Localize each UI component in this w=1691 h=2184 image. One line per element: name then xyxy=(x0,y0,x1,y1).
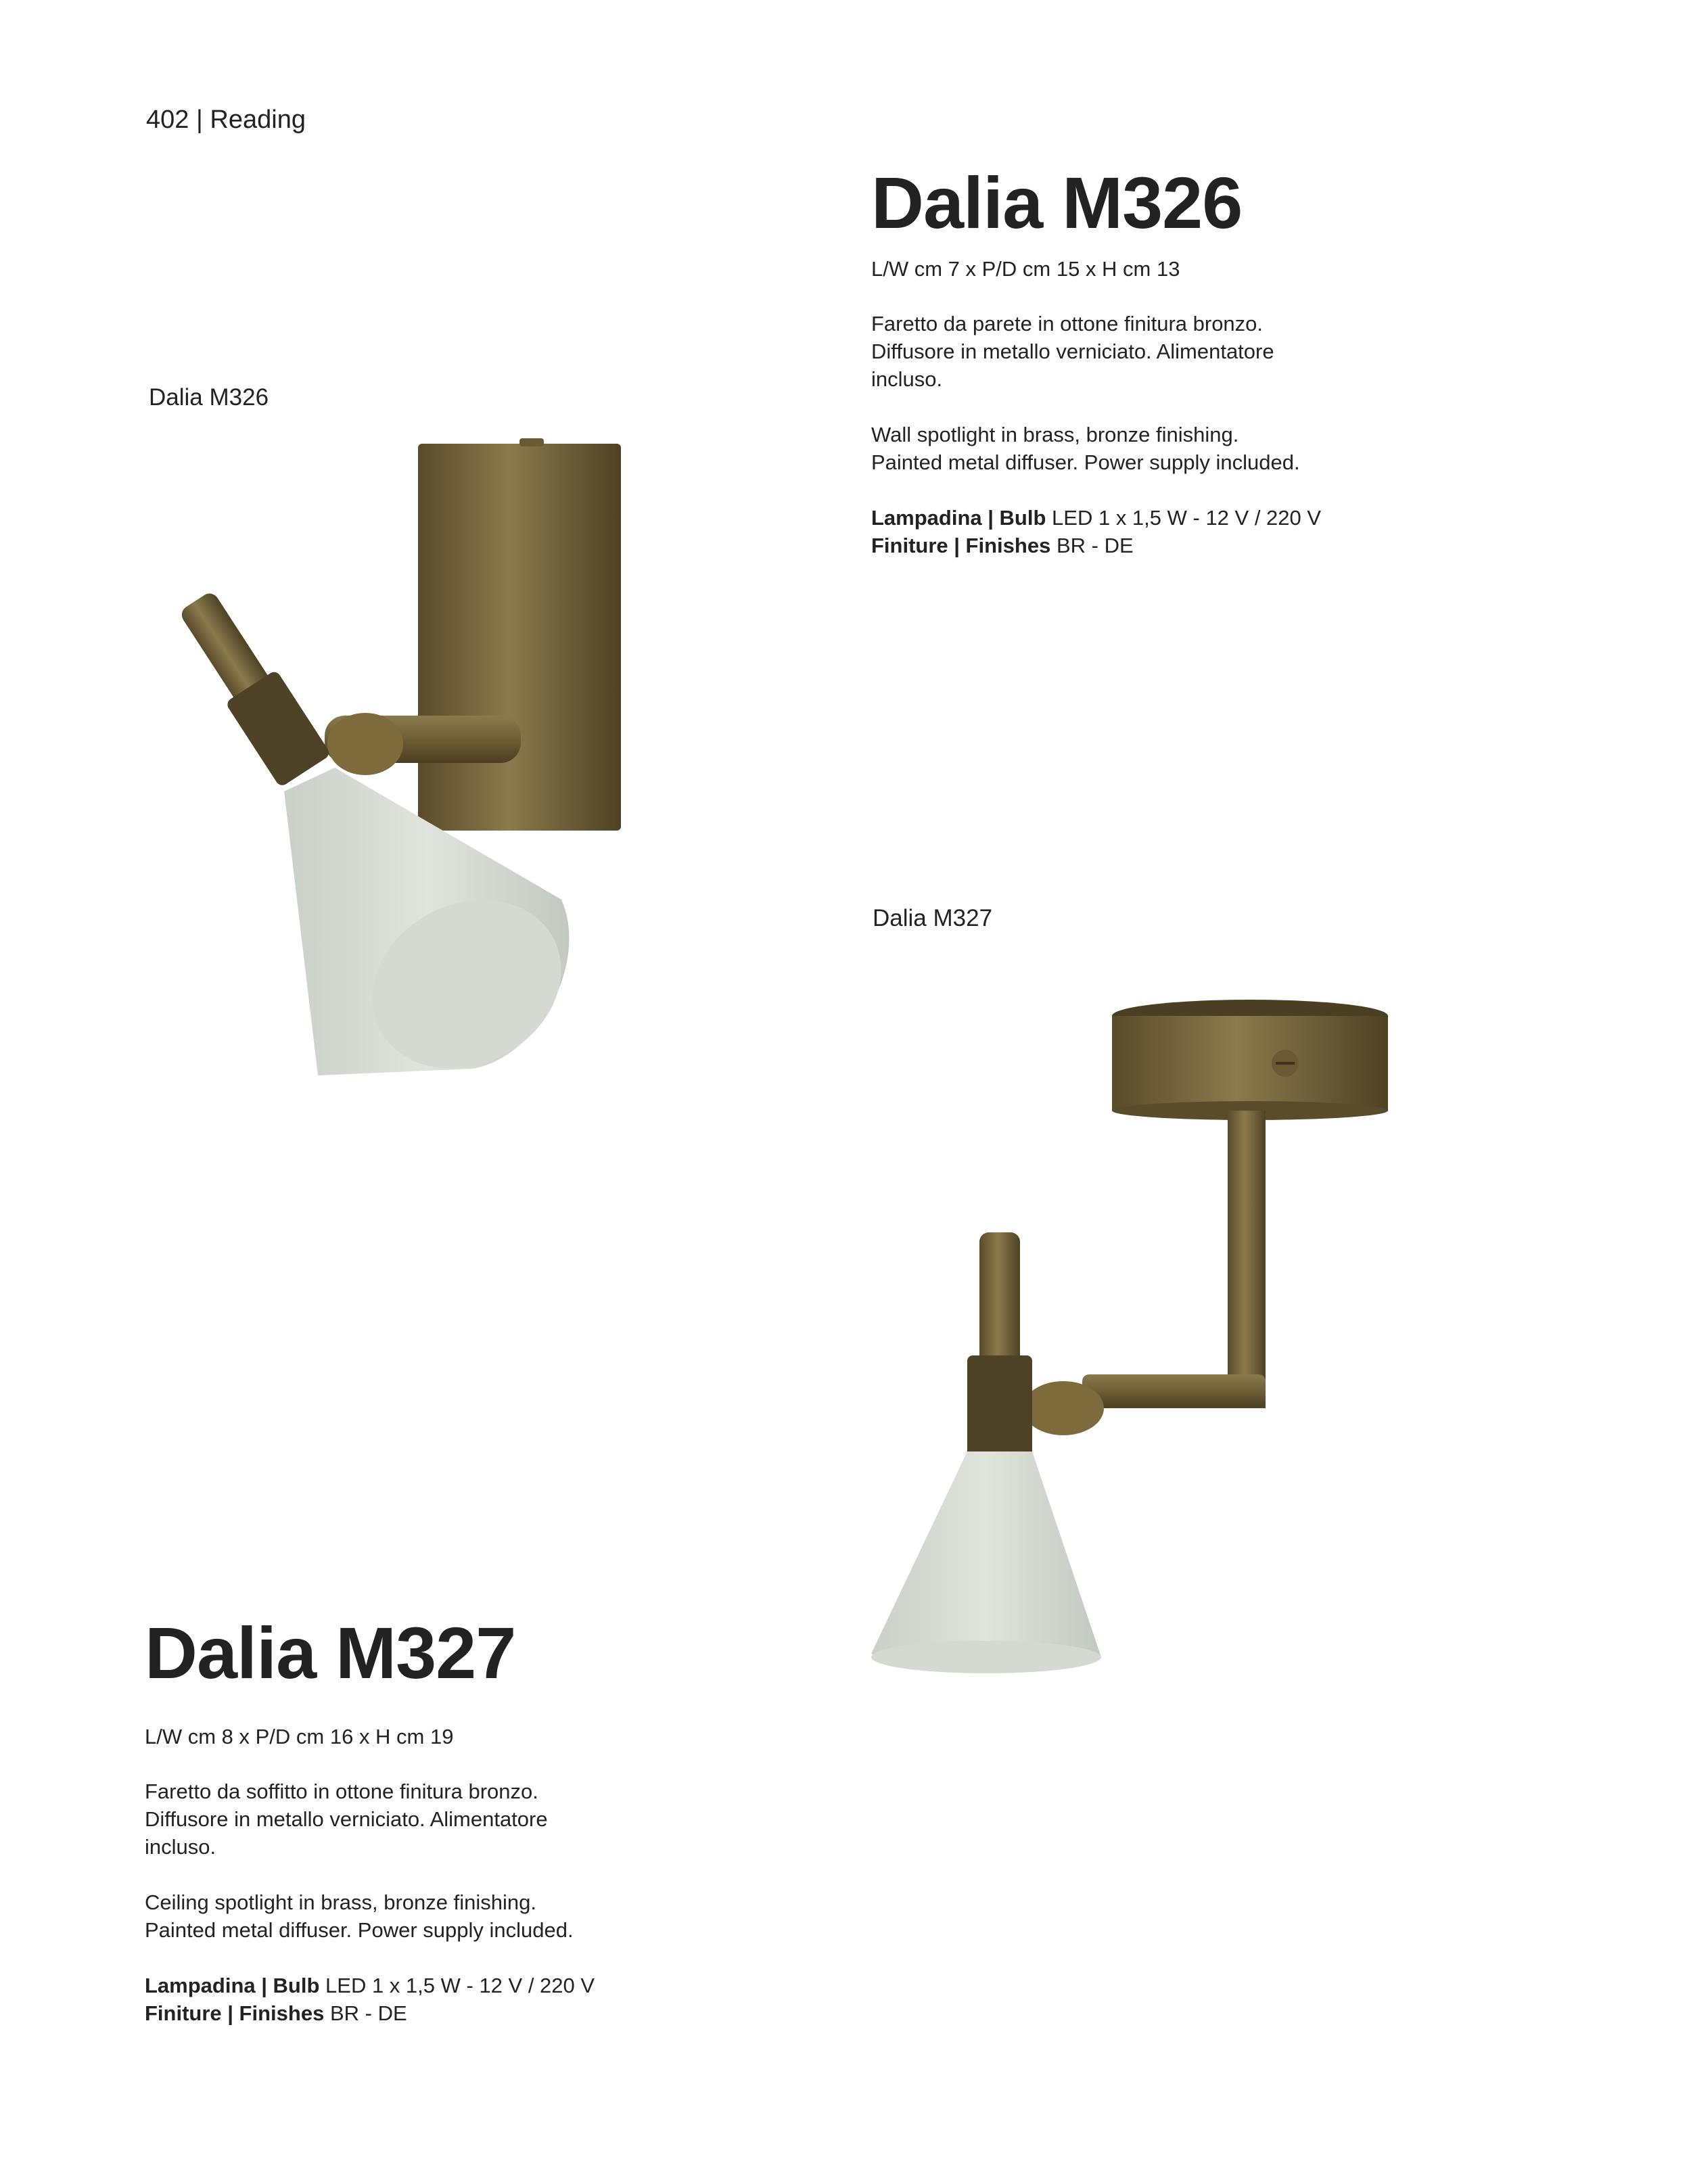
header-separator: | xyxy=(195,106,203,134)
bulb-value: LED 1 x 1,5 W - 12 V / 220 V xyxy=(325,1974,595,1997)
product-dimensions: L/W cm 7 x P/D cm 15 x H cm 13 xyxy=(871,257,1180,281)
text-line: Faretto da parete in ottone finitura bronzo. xyxy=(871,312,1264,335)
product-title: Dalia M326 xyxy=(871,162,1243,243)
finishes-spec xyxy=(145,1999,754,2027)
page-number: 402 xyxy=(146,106,189,134)
image-caption: Dalia M327 xyxy=(873,905,993,931)
specifications xyxy=(145,1972,754,2027)
text-line: Ceiling spotlight in brass, bronze finishing. xyxy=(145,1890,536,1914)
description-italian xyxy=(145,1778,754,1861)
finishes-value: BR - DE xyxy=(1056,534,1134,557)
section-name: Reading xyxy=(210,106,306,134)
bulb-spec xyxy=(145,1972,754,1999)
image-caption: Dalia M326 xyxy=(149,384,269,411)
text-line: Faretto da soffitto in ottone finitura bronzo. xyxy=(145,1780,538,1803)
text-line: incluso. xyxy=(145,1835,216,1859)
bulb-label: Lampadina | Bulb xyxy=(871,506,1046,530)
text-line: Wall spotlight in brass, bronze finishing. xyxy=(871,423,1239,446)
product-dimensions: L/W cm 8 x P/D cm 16 x H cm 19 xyxy=(145,1725,454,1748)
finishes-label: Finiture | Finishes xyxy=(871,534,1051,557)
product-title: Dalia M327 xyxy=(145,1612,516,1694)
finishes-value: BR - DE xyxy=(329,2001,407,2025)
description-english xyxy=(145,1888,754,1944)
product-m327-info xyxy=(145,1612,754,2027)
text-line: Diffusore in metallo verniciato. Alimentatore xyxy=(871,340,1274,363)
text-line: Diffusore in metallo verniciato. Alimentatore xyxy=(145,1807,548,1831)
text-line: incluso. xyxy=(871,367,943,391)
text-line: Painted metal diffuser. Power supply included. xyxy=(871,450,1300,474)
finishes-label: Finiture | Finishes xyxy=(145,2001,325,2025)
bulb-value: LED 1 x 1,5 W - 12 V / 220 V xyxy=(1052,506,1322,530)
bulb-label: Lampadina | Bulb xyxy=(145,1974,320,1997)
text-line: Painted metal diffuser. Power supply included. xyxy=(145,1918,574,1942)
